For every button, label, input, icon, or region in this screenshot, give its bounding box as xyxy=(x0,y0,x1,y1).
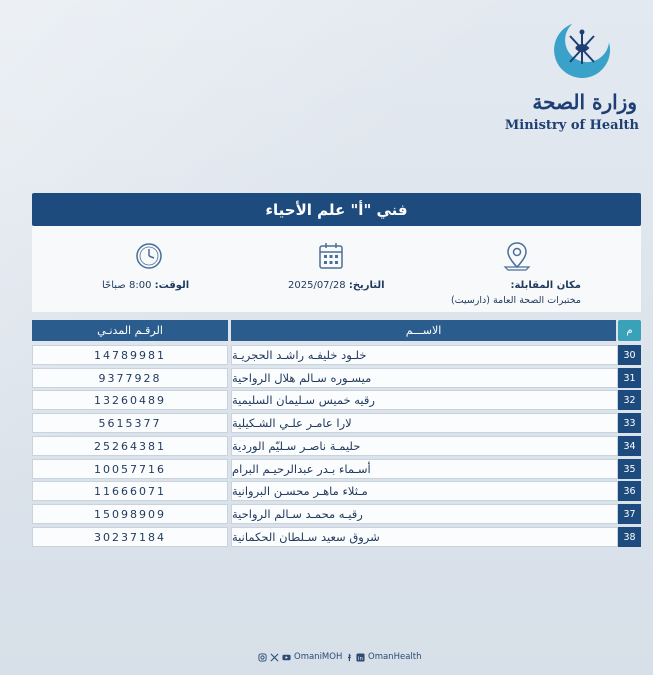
date-value: 2025/07/28 xyxy=(288,280,346,291)
row-name: مـثلاء ماهـر محسـن البروانية xyxy=(231,481,618,501)
time-field xyxy=(102,280,189,291)
row-index: 37 xyxy=(618,504,641,524)
row-civil-id: 10057716 xyxy=(32,459,228,479)
row-civil-id: 9377928 xyxy=(32,368,228,388)
location-label: مكان المقابلة: xyxy=(510,280,581,291)
row-index: 38 xyxy=(618,527,641,547)
x-icon xyxy=(270,653,279,662)
column-header-index: م xyxy=(618,320,641,341)
youtube-icon xyxy=(282,653,291,662)
linkedin-icon xyxy=(356,653,365,662)
facebook-icon xyxy=(344,653,353,662)
row-index: 30 xyxy=(618,345,641,365)
row-civil-id: 11666071 xyxy=(32,481,228,501)
row-name: رقيـه محمـد سـالم الرواحية xyxy=(231,504,618,524)
row-index: 36 xyxy=(618,481,641,501)
row-name: شروق سعيد سـلطان الحكمانية xyxy=(231,527,618,547)
row-index: 31 xyxy=(618,368,641,388)
footer xyxy=(0,652,653,666)
row-name: رقيه خميس سـليمان السليمية xyxy=(231,390,618,410)
row-civil-id: 25264381 xyxy=(32,436,228,456)
row-index: 34 xyxy=(618,436,641,456)
row-civil-id: 15098909 xyxy=(32,504,228,524)
row-civil-id: 13260489 xyxy=(32,390,228,410)
page-title: فني "أ" علم الأحياء xyxy=(32,193,641,226)
clock-icon xyxy=(134,240,164,272)
column-header-civil-id: الرقـم المدنـي xyxy=(32,320,228,341)
row-index: 32 xyxy=(618,390,641,410)
row-index: 33 xyxy=(618,413,641,433)
interview-info-panel xyxy=(32,226,641,312)
column-header-name: الاســـم xyxy=(231,320,616,341)
row-index: 35 xyxy=(618,459,641,479)
ministry-logo xyxy=(504,18,645,133)
calendar-icon xyxy=(316,240,346,272)
row-name: لارا عامـر علـي الشـكيلية xyxy=(231,413,618,433)
time-label: الوقت: xyxy=(154,280,190,291)
row-name: خلـود خليفـه راشـد الحجريـة xyxy=(231,345,618,365)
row-civil-id: 30237184 xyxy=(32,527,228,547)
svg-text:in: in xyxy=(358,655,363,662)
logo-english-text: Ministry of Health xyxy=(504,118,639,133)
row-civil-id: 5615377 xyxy=(32,413,228,433)
moh-emblem-icon xyxy=(552,18,612,80)
instagram-icon xyxy=(258,653,267,662)
row-name: حليمـة ناصـر سـليّم الوردية xyxy=(231,436,618,456)
row-name: أسـماء بـدر عبدالرحيـم البرام xyxy=(231,459,618,479)
logo-arabic-text: وزارة الصحة xyxy=(532,90,637,114)
date-label: التاريخ: xyxy=(348,280,385,291)
footer-handle-right: OmanHealth xyxy=(368,652,422,662)
date-field xyxy=(288,280,385,291)
social-left xyxy=(258,652,342,662)
row-name: ميسـوره سـالم هلال الرواحية xyxy=(231,368,618,388)
row-civil-id: 14789981 xyxy=(32,345,228,365)
location-pin-icon xyxy=(502,240,532,272)
time-value: 8:00 صباحًا xyxy=(102,280,152,291)
social-right xyxy=(344,652,421,662)
footer-handle-left: OmaniMOH xyxy=(294,652,343,662)
location-value: مختبرات الصحة العامة (دارسيت) xyxy=(450,295,581,306)
